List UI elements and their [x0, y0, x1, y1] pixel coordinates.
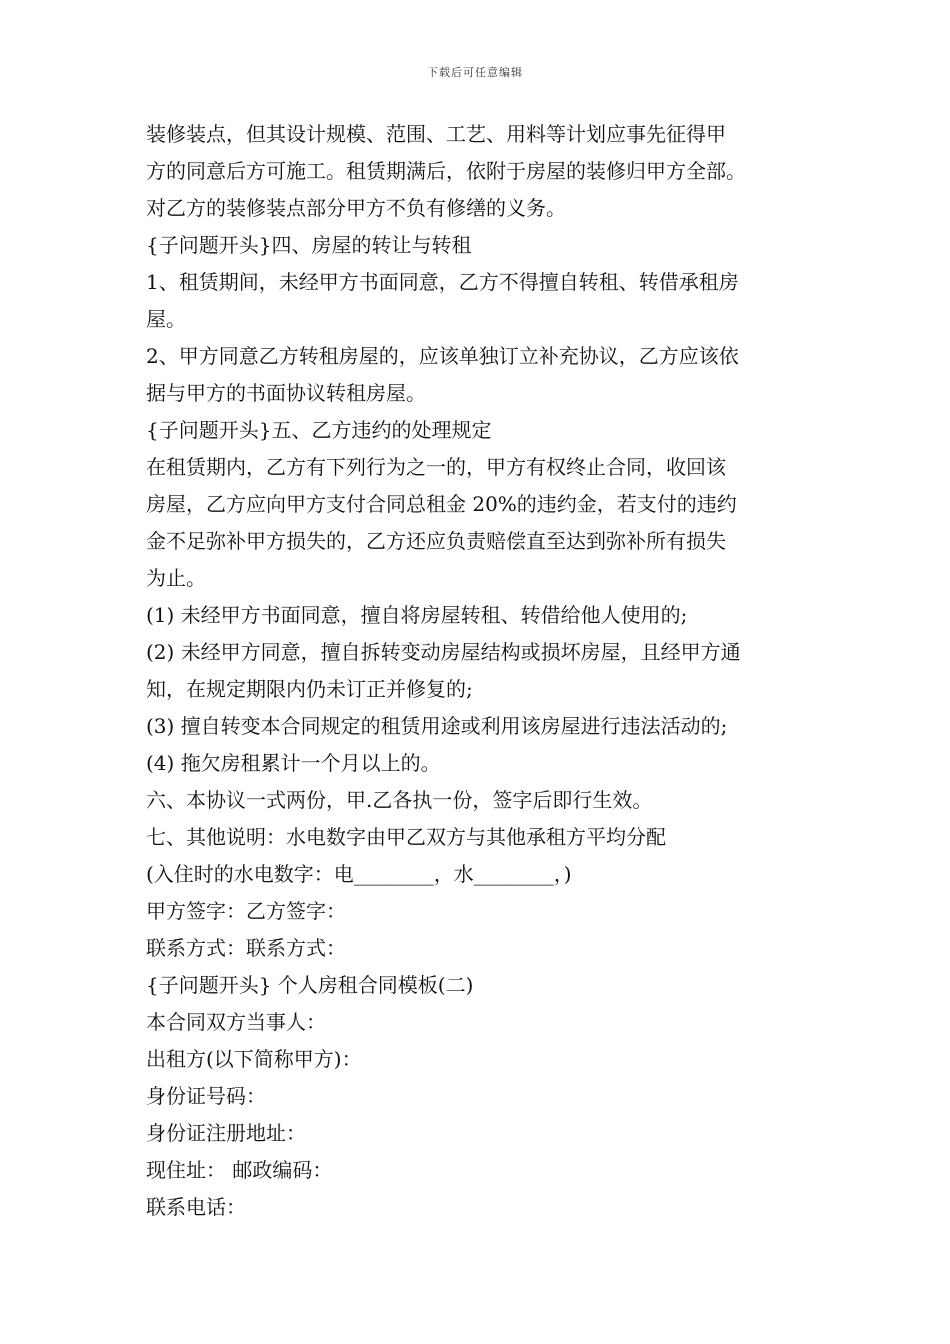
meter-reading-line: (入住时的水电数字：电________，水________，)	[146, 862, 572, 886]
form-field-label: 现住址： 邮政编码：	[146, 1158, 333, 1182]
paragraph-line: 在租赁期内，乙方有下列行为之一的，甲方有权终止合同，收回该	[146, 455, 726, 479]
list-item: (2) 未经甲方同意，擅自拆转变动房屋结构或损坏房屋，且经甲方通	[146, 640, 741, 664]
paragraph-line: 六、本协议一式两份，甲.乙各执一份，签字后即行生效。	[146, 788, 653, 812]
paragraph-line: 金不足弥补甲方损失的，乙方还应负责赔偿直至达到弥补所有损失	[146, 529, 726, 553]
paragraph-line: 1、租赁期间，未经甲方书面同意，乙方不得擅自转租、转借承租房	[146, 270, 739, 294]
paragraph-line: 屋。	[146, 307, 186, 331]
paragraph-line: 方的同意后方可施工。租赁期满后，依附于房屋的装修归甲方全部。	[146, 159, 746, 183]
paragraph-line: 对乙方的装修装点部分甲方不负有修缮的义务。	[146, 196, 566, 220]
list-item: 知，在规定期限内仍未订正并修复的;	[146, 677, 473, 701]
paragraph-line: 本合同双方当事人：	[146, 1010, 326, 1034]
paragraph-line: 据与甲方的书面协议转租房屋。	[146, 381, 426, 405]
contact-line: 联系方式：联系方式：	[146, 936, 346, 960]
form-field-label: 身份证注册地址：	[146, 1121, 306, 1145]
list-item: (1) 未经甲方书面同意，擅自将房屋转租、转借给他人使用的;	[146, 603, 688, 627]
form-field-label: 联系电话：	[146, 1195, 246, 1219]
section-heading: {子问题开头}四、房屋的转让与转租	[146, 233, 472, 257]
list-item: (3) 擅自转变本合同规定的租赁用途或利用该房屋进行违法活动的;	[146, 714, 728, 738]
paragraph-line: 房屋，乙方应向甲方支付合同总租金 20%的违约金，若支付的违约	[146, 492, 737, 516]
paragraph-line: 装修装点，但其设计规模、范围、工艺、用料等计划应事先征得甲	[146, 122, 726, 146]
section-heading: {子问题开头}五、乙方违约的处理规定	[146, 418, 492, 442]
page-header: 下载后可任意编辑	[427, 66, 523, 79]
document-body	[146, 116, 826, 1226]
paragraph-line: 七、其他说明：水电数字由甲乙双方与其他承租方平均分配	[146, 825, 666, 849]
signature-line: 甲方签字：乙方签字：	[146, 899, 346, 923]
paragraph-line: 为止。	[146, 566, 206, 590]
form-field-label: 出租方(以下简称甲方)：	[146, 1047, 362, 1071]
form-field-label: 身份证号码：	[146, 1084, 266, 1108]
section-heading: {子问题开头} 个人房租合同模板(二)	[146, 973, 474, 997]
list-item: (4) 拖欠房租累计一个月以上的。	[146, 751, 441, 775]
paragraph-line: 2、甲方同意乙方转租房屋的，应该单独订立补充协议，乙方应该依	[146, 344, 739, 368]
